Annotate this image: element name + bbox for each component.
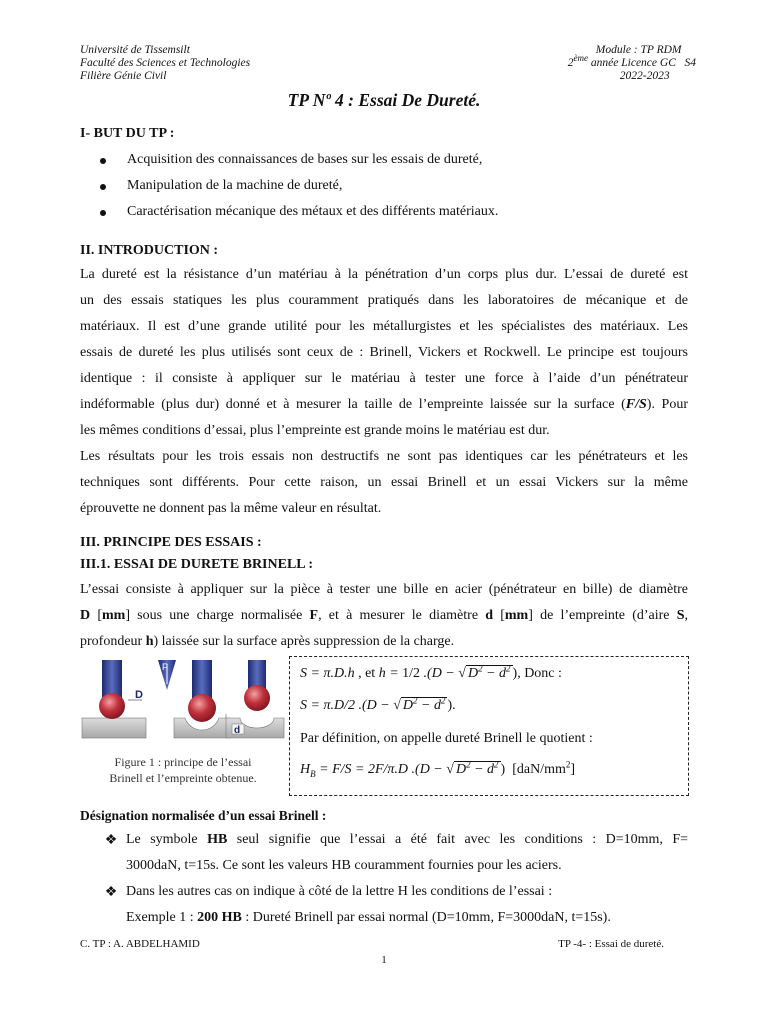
formula-surface: S = π.D/2 .(D − √ $D^2 - d^2$ ). xyxy=(300,695,456,713)
brinell-paragraph xyxy=(80,577,688,655)
force-F-label: F xyxy=(162,662,168,672)
definition-text: Par définition, on appelle dureté Brinell le quotient : xyxy=(300,731,593,746)
text-line: identique : il consiste à appliquer sur le matériau à tester une force à l’aide d’un pénétrateur xyxy=(80,371,688,386)
text-line: les mêmes conditions d’essai, plus l’empreinte est grande moins le matériau est dur. xyxy=(80,423,550,438)
header-program: Filière Génie Civil xyxy=(80,70,167,82)
page-number: 1 xyxy=(381,954,387,966)
bullet-icon xyxy=(100,210,106,216)
text-line: matériaux. Il est d’une grande utilité pour les métallurgistes et les spécialistes des matériaux. Les xyxy=(80,319,688,334)
text-line: un des essais statiques les plus couramment pratiqués dans les laboratoires de mécanique et de xyxy=(80,293,688,308)
header-year-level: 2ème année Licence GC S4 xyxy=(567,53,696,69)
text-line: Les résultats pour les trois essais non destructifs ne sont pas identiques car les pénétrateurs et les xyxy=(80,449,688,464)
figure-caption: Figure 1 : principe de l’essai Brinell et l’empreinte obtenue. xyxy=(109,755,257,785)
text-line: éprouvette ne donnent pas la même valeur en résultat. xyxy=(80,501,382,516)
diamond-bullet-icon: ❖ xyxy=(104,885,118,900)
brinell-formula-box xyxy=(289,656,689,796)
section-heading-introduction: II. INTRODUCTION : xyxy=(80,243,219,258)
diameter-D-label: D xyxy=(135,689,143,701)
header-university: Université de Tissemsilt xyxy=(80,44,190,56)
diameter-d-label: d xyxy=(234,725,241,736)
text-line: D [mm] sous une charge normalisée F, et à mesurer le diamètre d [mm] de l’empreinte (d’aire S, xyxy=(80,608,688,623)
section-heading-principles: III. PRINCIPE DES ESSAIS : xyxy=(80,535,262,550)
header-academic-year: 2022-2023 xyxy=(619,70,670,82)
footer-title: TP -4- : Essai de dureté. xyxy=(558,938,664,950)
bullet-icon xyxy=(100,184,106,190)
formula-surface-depth: S = π.D.h , et h = 1/2 .(D − √ $D^2 - d^2$ ), Donc : xyxy=(300,663,562,681)
force-arrow xyxy=(158,660,176,690)
header-institution xyxy=(80,44,250,83)
indenter-under-load xyxy=(174,660,230,738)
formula-brinell-hardness: $H_B = F/S = 2F/\pi.D$ .(D − √ $D^2 - d^2$ ) $[daN/mm^2]$ xyxy=(300,759,576,779)
text-line: essais de dureté les plus utilisés sont ceux de : Brinell, Vickers et Rockwell. Le principe est toujours xyxy=(80,345,688,360)
diamond-bullet-icon: ❖ xyxy=(104,833,118,848)
section-heading-goal: I- BUT DU TP : xyxy=(80,126,175,141)
indenter-before-load xyxy=(82,660,146,738)
text-line: profondeur h) laissée sur la surface après suppression de la charge. xyxy=(80,634,455,649)
text-line: L’essai consiste à appliquer sur la pièce à tester une bille en acier (pénétrateur en bille) de diamètre xyxy=(80,582,688,597)
designation-heading: Désignation normalisée d’un essai Brinell : xyxy=(80,808,327,823)
indentation-after-unload xyxy=(226,660,284,738)
subsection-heading-brinell: III.1. ESSAI DE DURETE BRINELL : xyxy=(80,557,314,572)
text-line: La dureté est la résistance d’un matériau à la pénétration d’un corps plus dur. L’essai de dureté est xyxy=(80,267,688,282)
introduction-paragraph xyxy=(80,262,688,522)
footer-author: C. TP : A. ABDELHAMID xyxy=(80,938,200,950)
bullet-icon xyxy=(100,158,106,164)
header-course-info xyxy=(568,44,696,83)
text-line: indéformable (plus dur) donné et à mesurer la taille de l’empreinte laissée sur la surface (F/S). Pour xyxy=(80,397,688,412)
header-faculty: Faculté des Sciences et Technologies xyxy=(80,57,251,69)
text-line: techniques sont différents. Pour cette raison, un essai Brinell et un essai Vickers sur la même xyxy=(80,475,688,490)
designation-item: ❖ Le symbole HB seul signifie que l’essai a été fait avec les conditions : D=10mm, F= xyxy=(104,832,688,848)
header-module: Module : TP RDM xyxy=(595,44,682,56)
document-title: TP Nº 4 : Essai De Dureté. xyxy=(287,90,481,110)
